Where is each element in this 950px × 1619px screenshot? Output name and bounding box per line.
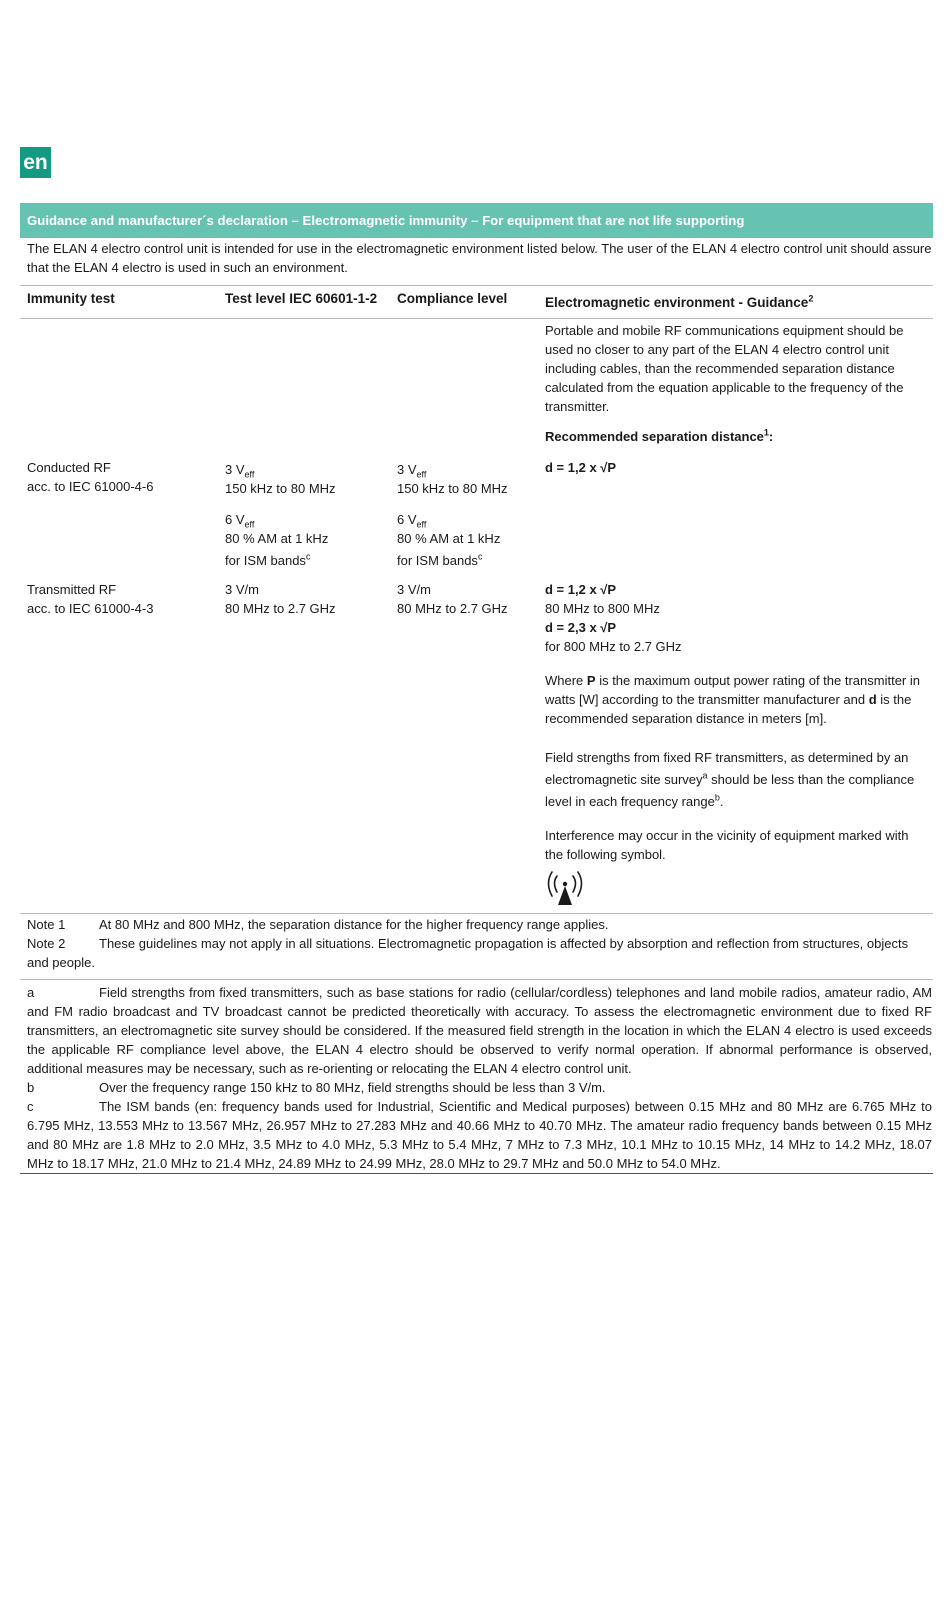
field-strength-paragraph: Field strengths from fixed RF transmitters, as determined by an electromagnetic site survey$^a$ should be less than the compliance level in each frequency range$^b$.: [545, 750, 915, 809]
footnotes-bottom-rule: [20, 1173, 933, 1174]
environment-intro: Portable and mobile RF communications equipment should be used no closer to any part of the ELAN 4 electro control unit including cables, than the recommended separation distance calculated from the equation applicable to the frequency of the transmitter.: [545, 323, 904, 414]
notes-bottom-rule: [20, 979, 933, 980]
header-top-rule: [20, 285, 933, 286]
note-1: Note 1 At 80 MHz and 800 MHz, the separation distance for the higher frequency range applies.: [27, 917, 609, 932]
language-badge: en: [20, 147, 51, 178]
table-bottom-rule: [20, 913, 933, 914]
col-header-environment: Electromagnetic environment - Guidance$^2$: [545, 293, 814, 310]
conducted-test-level: 3 $V_{eff}$ 150 kHz to 80 MHz 6 $V_{eff}$ 80 % AM at 1 kHz for ISM bands$^c$: [225, 462, 336, 568]
table-title: Guidance and manufacturer´s declaration – Electromagnetic immunity – For equipment that are not life supporting: [20, 203, 933, 238]
where-paragraph: Where P is the maximum output power rating of the transmitter in watts [W] according to the transmitter manufacturer and d is the recommended separation distance in meters [m].: [545, 673, 920, 726]
conducted-rf-name: Conducted RF acc. to IEC 61000-4-6: [27, 460, 154, 494]
conducted-compliance-level: 3 $V_{eff}$ 150 kHz to 80 MHz 6 $V_{eff}$ 80 % AM at 1 kHz for ISM bands$^c$: [397, 462, 508, 568]
footnote-b: b Over the frequency range 150 kHz to 80 MHz, field strengths should be less than 3 V/m.: [27, 1080, 606, 1095]
transmitted-formulas: d = 1,2 x √P 80 MHz to 800 MHz d = 2,3 x √P for 800 MHz to 2.7 GHz: [545, 582, 682, 654]
col-header-immunity: Immunity test: [27, 291, 115, 306]
transmitted-compliance-level: 3 V/m 80 MHz to 2.7 GHz: [397, 582, 508, 616]
footnote-a: a Field strengths from fixed transmitters, such as base stations for radio (cellular/cordless) telephones and land mobile radios, amateur radio, AM and FM radio broadcast and TV broadcast cannot be predicted theoretically with accuracy. To assess the electromagnetic environment due to fixed RF transmitters, an electromagnetic site survey should be considered. If the measured field strength in the location in which the ELAN 4 electro is used exceeds the applicable RF compliance level above, the ELAN 4 electro should be observed to verify normal operation. If abnormal performance is observed, additional measures may be necessary, such as re-orienting or relocating the ELAN 4 electro control unit.: [27, 985, 932, 1076]
conducted-formula: d = 1,2 x √P: [545, 460, 617, 475]
footnote-c: c The ISM bands (en: frequency bands used for Industrial, Scientific and Medical purposes) between 0.15 MHz and 80 MHz are 6.765 MHz to 6.795 MHz, 13.553 MHz to 13.567 MHz, 26.957 MHz to 27.283 MHz and 40.66 MHz to 40.70 MHz. The amateur radio frequency bands between 0.15 MHz and 80 MHz are 1.8 MHz to 2.0 MHz, 3.5 MHz to 4.0 MHz, 5.3 MHz to 5.4 MHz, 7 MHz to 7.3 MHz, 10.1 MHz to 10.15 MHz, 14 MHz to 14.2 MHz, 18.07 MHz to 18.17 MHz, 21.0 MHz to 21.4 MHz, 24.89 MHz to 24.99 MHz, 28.0 MHz to 29.7 MHz and 50.0 MHz to 54.0 MHz.: [27, 1099, 932, 1171]
interference-paragraph: Interference may occur in the vicinity of equipment marked with the following symbol.: [545, 828, 909, 862]
note-2: Note 2 These guidelines may not apply in all situations. Electromagnetic propagation is affected by absorption and reflection from structures, objects and people.: [27, 936, 909, 970]
intro-text: The ELAN 4 electro control unit is intended for use in the electromagnetic environment listed below. The user of the ELAN 4 electro control unit should assure that the ELAN 4 electro is used in such an environment.: [27, 241, 932, 275]
non-ionizing-radiation-icon: [544, 868, 586, 906]
recommended-separation-heading: Recommended separation distance$^1$:: [545, 427, 774, 444]
header-bottom-rule: [20, 318, 933, 319]
transmitted-test-level: 3 V/m 80 MHz to 2.7 GHz: [225, 582, 336, 616]
col-header-compliance: Compliance level: [397, 291, 508, 306]
col-header-test-level: Test level IEC 60601-1-2: [225, 291, 378, 306]
transmitted-rf-name: Transmitted RF acc. to IEC 61000-4-3: [27, 582, 154, 616]
